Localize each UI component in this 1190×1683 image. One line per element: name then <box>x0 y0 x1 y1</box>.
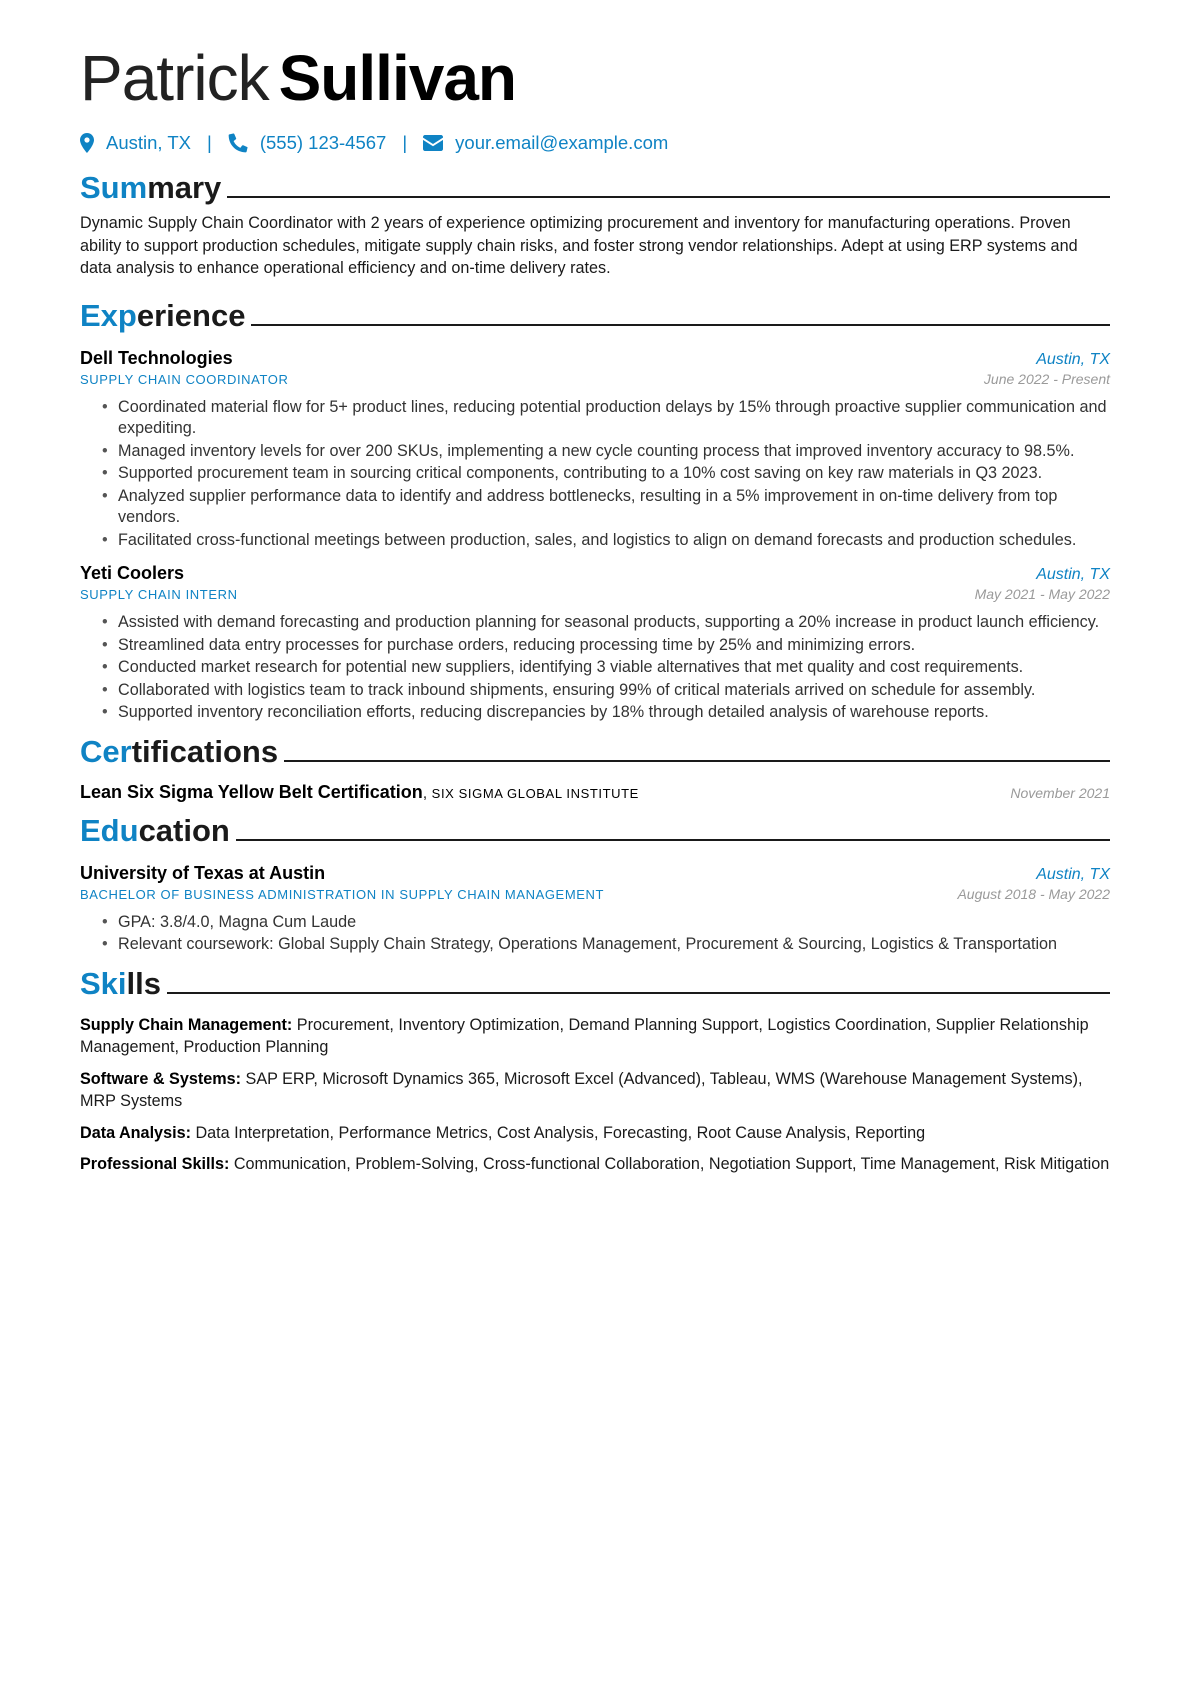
email-text: your.email@example.com <box>455 132 669 153</box>
employer-name: Yeti Coolers <box>80 563 185 583</box>
last-name: Sullivan <box>278 42 516 114</box>
section-rule <box>236 839 1110 841</box>
achievement-list <box>80 612 1110 724</box>
section-title: Certifications <box>80 733 279 769</box>
list-item: • Relevant coursework: Global Supply Chain Strategy, Operations Management, Procurement & Sourcing, Logistics & Transportation <box>118 934 1110 956</box>
first-name: Patrick <box>80 42 269 114</box>
section-title: Skills <box>80 965 161 1001</box>
list-item: • Collaborated with logistics team to track inbound shipments, ensuring 99% of critical materials arrived on schedule for assembly. <box>118 680 1110 702</box>
job-title: SUPPLY CHAIN COORDINATOR <box>80 371 289 387</box>
skill-category: Supply Chain Management: <box>80 1015 293 1034</box>
job-dates: June 2022 - Present <box>983 370 1110 387</box>
contact-location <box>80 132 191 154</box>
school-location: Austin, TX <box>1036 865 1110 883</box>
contact-email[interactable] <box>423 132 668 154</box>
experience-entry <box>80 348 1110 552</box>
certification-separator: , <box>422 784 428 802</box>
skills-heading <box>80 962 1110 1002</box>
list-item: • Streamlined data entry processes for purchase orders, reducing processing time by 25% and minimizing errors. <box>118 635 1110 657</box>
section-title: Education <box>80 812 230 848</box>
list-item: • Facilitated cross-functional meetings between production, sales, and logistics to align on demand forecasts and production schedules. <box>118 530 1110 552</box>
skill-row <box>80 1153 1110 1176</box>
list-item: • Analyzed supplier performance data to identify and address bottlenecks, resulting in a 5% improvement in on-time delivery from top vendors. <box>118 486 1110 529</box>
skill-row <box>80 1068 1110 1113</box>
section-rule <box>251 324 1110 326</box>
certification-entry <box>80 782 1110 803</box>
certification-date: November 2021 <box>1010 784 1110 801</box>
summary-text: Dynamic Supply Chain Coordinator with 2 years of experience optimizing procurement and inventory for manufacturing operations. Proven ability to support production schedules, mitigate supply chain risks, and foster strong vendor relationships. Adept at using ERP systems and data analysis to enhance operational efficiency and on-time delivery rates. <box>80 214 1078 277</box>
phone-text: (555) 123-4567 <box>259 132 387 153</box>
map-pin-icon <box>80 133 94 153</box>
skill-category: Professional Skills: <box>80 1155 230 1173</box>
contact-bar <box>80 128 1110 158</box>
education-dates: August 2018 - May 2022 <box>957 885 1110 902</box>
skill-list: Data Interpretation, Performance Metrics, Cost Analysis, Forecasting, Root Cause Analysis, Reporting <box>195 1123 926 1142</box>
employer-location: Austin, TX <box>1036 566 1110 583</box>
section-rule <box>284 760 1110 762</box>
contact-separator: | <box>402 132 408 153</box>
phone-icon <box>228 133 248 153</box>
section-title: Experience <box>80 297 246 333</box>
employer-location: Austin, TX <box>1036 350 1110 368</box>
skill-list: Communication, Problem-Solving, Cross-functional Collaboration, Negotiation Support, Time Management, Risk Mitigation <box>233 1155 1110 1173</box>
list-item: • Supported inventory reconciliation efforts, reducing discrepancies by 18% through detailed analysis of warehouse reports. <box>118 702 1110 724</box>
skill-list: Procurement, Inventory Optimization, Demand Planning Support, Logistics Coordination, Supplier Relationship Management, Production Planning <box>80 1015 1089 1056</box>
education-entry <box>80 863 1110 956</box>
section-rule <box>227 196 1110 198</box>
certification-name: Lean Six Sigma Yellow Belt Certification <box>80 781 423 802</box>
employer-name: Dell Technologies <box>80 347 233 368</box>
skill-list: SAP ERP, Microsoft Dynamics 365, Microsoft Excel (Advanced), Tableau, WMS (Warehouse Management Systems), MRP Systems <box>80 1069 1083 1110</box>
contact-separator: | <box>207 132 212 153</box>
section-title: Summary <box>80 170 222 205</box>
skill-category: Software & Systems: <box>80 1069 242 1088</box>
job-dates: May 2021 - May 2022 <box>974 586 1110 602</box>
envelope-icon <box>423 135 443 151</box>
school-name: University of Texas at Austin <box>80 862 326 883</box>
contact-phone[interactable] <box>228 132 387 154</box>
certification-issuer: SIX SIGMA GLOBAL INSTITUTE <box>431 785 639 801</box>
degree-title: BACHELOR OF BUSINESS ADMINISTRATION IN SUPPLY CHAIN MANAGEMENT <box>80 886 605 902</box>
list-item: • Coordinated material flow for 5+ product lines, reducing potential production delays by 15% through proactive supplier communication and expediting. <box>118 397 1110 440</box>
achievement-list <box>80 397 1110 552</box>
certifications-heading <box>80 730 1110 770</box>
list-item: • Managed inventory levels for over 200 SKUs, implementing a new cycle counting process that improved inventory accuracy to 98.5%. <box>118 441 1110 463</box>
skill-category: Data Analysis: <box>80 1123 191 1142</box>
location-text: Austin, TX <box>106 132 192 153</box>
job-title: SUPPLY CHAIN INTERN <box>80 587 238 602</box>
experience-heading <box>80 294 1110 334</box>
list-item: • Supported procurement team in sourcing critical components, contributing to a 10% cost saving on key raw materials in Q3 2023. <box>118 463 1110 485</box>
education-heading <box>80 809 1110 849</box>
skill-row <box>80 1122 1110 1145</box>
candidate-name <box>80 0 1110 118</box>
list-item: • GPA: 3.8/4.0, Magna Cum Laude <box>118 912 1110 934</box>
list-item: • Assisted with demand forecasting and production planning for seasonal products, supporting a 20% increase in product launch efficiency. <box>118 612 1110 634</box>
list-item: • Conducted market research for potential new suppliers, identifying 3 viable alternatives that met quality and cost requirements. <box>118 657 1110 679</box>
summary-heading <box>80 166 1110 206</box>
skill-row <box>80 1014 1110 1059</box>
section-rule <box>167 992 1110 994</box>
education-details <box>80 912 1110 956</box>
experience-entry <box>80 563 1110 724</box>
